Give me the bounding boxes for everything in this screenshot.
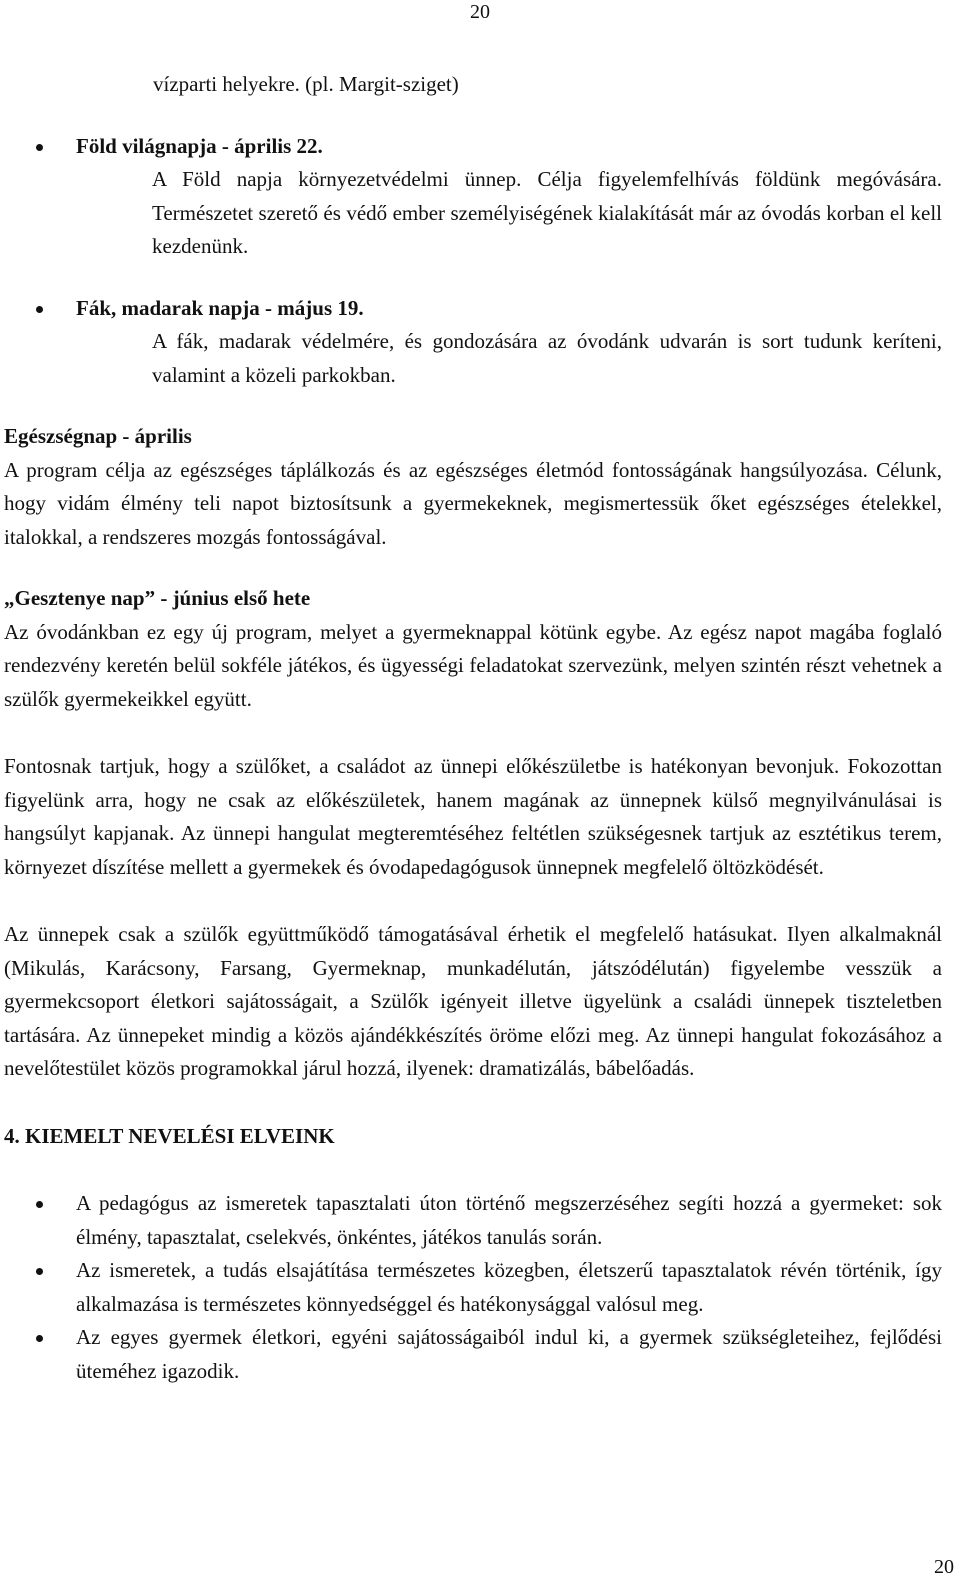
document-body xyxy=(4,68,942,1388)
paragraph-celebrations: Az ünnepek csak a szülők együttműködő támogatásával érhetik el megfelelő hatásukat. Ilyen alkalmaknál (Mikulás, Karácsony, Farsang, Gyermeknap, munkadélután, játszódélután) figyelembe vesszük a gyermekcsoport életkori sajátosságait, a Szülők igényeit illetve ügyelünk a családi ünnepek tiszteletben tartására. Az ünnepeket mindig a közös ajándékkészítés öröme előzi meg. Az ünnepi hangulat fokozásához a nevelőtestület közös programokkal járul hozzá, ilyenek: dramatizálás, bábelőadás. xyxy=(4,922,942,1080)
page-number-top: 20 xyxy=(470,1,490,23)
event-item xyxy=(4,292,942,393)
intro-line: vízparti helyekre. (pl. Margit-sziget) xyxy=(153,72,459,96)
principle-text: Az ismeretek, a tudás elsajátítása természetes közegben, életszerű tapasztalatok révén történik, így alkalmazása is természetes könnyedséggel és hatékonysággal valósul meg. xyxy=(76,1258,942,1316)
paragraph-parents: Fontosnak tartjuk, hogy a szülőket, a családot az ünnepi előkészületbe is hatékonyan bevonjuk. Fokozottan figyelünk arra, hogy ne csak az előkészületek, hanem magának az ünnepnek külső megnyilvánulásai is hangsúlyt kapjanak. Az ünnepi hangulat megteremtéséhez feltétlen szükségesnek tartjuk az esztétikus terem, környezet díszítése mellett a gyermekek és óvodapedagógusok ünnepnek megfelelő öltözködését. xyxy=(4,754,942,879)
event-text: A fák, madarak védelmére, és gondozására az óvodánk udvarán is sort tudunk keríteni, valamint a közeli parkokban. xyxy=(152,329,942,387)
bullet-icon xyxy=(36,1268,43,1275)
event-item xyxy=(4,130,942,264)
health-day-text: A program célja az egészséges táplálkozás és az egészséges életmód fontosságának hangsúlyozása. Célunk, hogy vidám élmény teli napot biztosítsunk a gyermekeknek, megismertessük őket egészséges ételekkel, italokkal, a rendszeres mozgás fontosságával. xyxy=(4,457,942,549)
chestnut-day-text: Az óvodánkban ez egy új program, melyet a gyermeknappal kötünk egybe. Az egész napot magába foglaló rendezvény keretén belül sokféle játékos, és ügyességi feladatokat szervezünk, melyen szintén részt vehetnek a szülők gyermekeikkel együtt. xyxy=(4,619,942,711)
principle-text: A pedagógus az ismeretek tapasztalati úton történő megszerzéséhez segíti hozzá a gyermeket: sok élmény, tapasztalat, cselekvés, önkéntes, játékos tanulás során. xyxy=(76,1191,942,1249)
principle-item xyxy=(4,1187,942,1254)
bullet-icon xyxy=(36,306,43,313)
page-number-bottom: 20 xyxy=(934,1556,954,1578)
section-heading: 4. KIEMELT NEVELÉSI ELVEINK xyxy=(4,1123,335,1148)
event-title: Fák, madarak napja - május 19. xyxy=(76,295,364,320)
health-day-title: Egészségnap - április xyxy=(4,424,192,448)
event-text: A Föld napja környezetvédelmi ünnep. Célja figyelemfelhívás földünk megóvására. Természetet szerető és védő ember személyiségének kialakítását már az óvodás korban el kell kezdenünk. xyxy=(152,167,942,258)
principle-item xyxy=(4,1321,942,1388)
chestnut-day-title: „Gesztenye nap” - június első hete xyxy=(4,586,311,610)
event-title: Föld világnapja - április 22. xyxy=(76,133,323,158)
bullet-icon xyxy=(36,1201,43,1208)
principle-text: Az egyes gyermek életkori, egyéni sajátosságaiból indul ki, a gyermek szükségleteihez, fejlődési üteméhez igazodik. xyxy=(76,1325,942,1383)
bullet-icon xyxy=(36,1335,43,1342)
principles-list xyxy=(4,1187,942,1388)
principle-item xyxy=(4,1254,942,1321)
bullet-icon xyxy=(36,144,43,151)
events-list xyxy=(4,130,942,393)
